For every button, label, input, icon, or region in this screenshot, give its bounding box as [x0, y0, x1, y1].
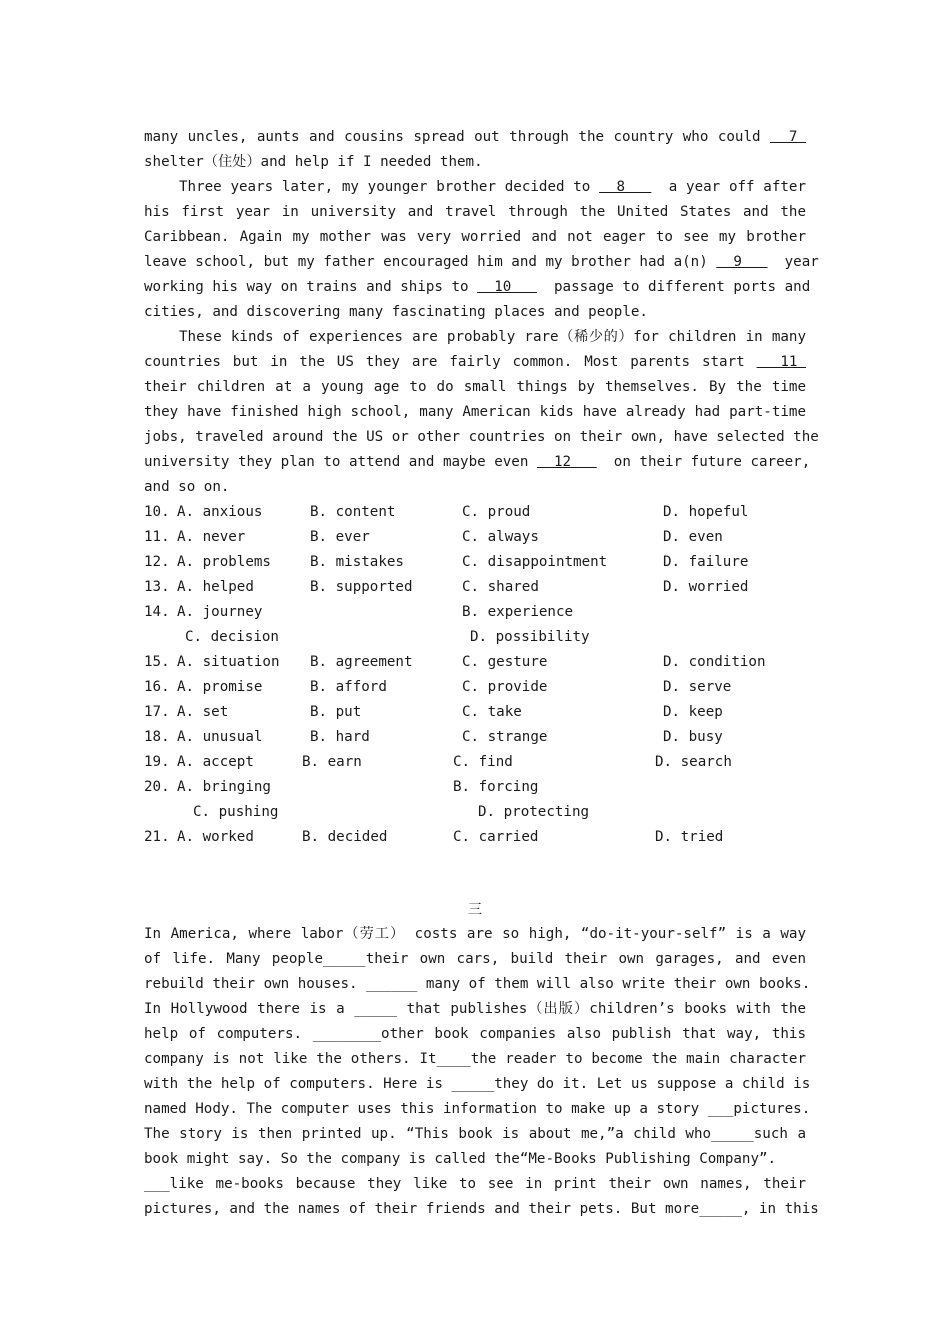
blank-9: 9: [716, 254, 768, 270]
passage-line: help of computers. ________other book companies also publish that way, this: [144, 1026, 806, 1042]
option-a: A. worked: [177, 829, 254, 845]
option-a: A. promise: [177, 679, 263, 695]
option-a: A. unusual: [177, 729, 263, 745]
option-a: A. anxious: [177, 504, 263, 520]
option-c: C. shared: [462, 579, 539, 595]
question-number: 13.: [144, 579, 170, 595]
option-b: B. mistakes: [310, 554, 404, 570]
section-heading: 三: [467, 902, 483, 918]
option-a: A. journey: [177, 604, 263, 620]
option-c: C. carried: [453, 829, 539, 845]
option-b: B. content: [310, 504, 396, 520]
passage-line: pictures, and the names of their friends and their pets. But more_____, in this: [144, 1201, 819, 1217]
passage-line: The story is then printed up. “This book is about me,”a child who_____such a: [144, 1126, 806, 1142]
question-number: 10.: [144, 504, 170, 520]
passage-line: of life. Many people_____their own cars, build their own garages, and even: [144, 951, 806, 967]
question-number: 15.: [144, 654, 170, 670]
option-b: B. supported: [310, 579, 413, 595]
option-c: C. always: [462, 529, 539, 545]
option-a: A. helped: [177, 579, 254, 595]
option-d: D. keep: [663, 704, 723, 720]
option-c: C. gesture: [462, 654, 548, 670]
passage-line: book might say. So the company is called the“Me-Books Publishing Company”.: [144, 1151, 777, 1167]
option-d: D. hopeful: [663, 504, 749, 520]
option-d: D. tried: [655, 829, 724, 845]
passage-line: shelter（住处）and help if I needed them.: [144, 154, 483, 170]
option-a: A. never: [177, 529, 246, 545]
passage-line: In America, where labor（劳工） costs are so high, “do-it-your-self” is a way: [144, 926, 806, 942]
passage-line: In Hollywood there is a _____ that publishes（出版）children’s books with the: [144, 1001, 806, 1017]
passage-line: jobs, traveled around the US or other countries on their own, have selected the: [144, 429, 819, 445]
option-c: C. pushing: [193, 804, 279, 820]
question-number: 12.: [144, 554, 170, 570]
blank-8: 8: [599, 179, 652, 195]
passage-line: university they plan to attend and maybe even 12 on their future career,: [144, 454, 811, 470]
passage-line: Caribbean. Again my mother was very worried and not eager to see my brother: [144, 229, 806, 245]
question-number: 18.: [144, 729, 170, 745]
blank-10: 10: [477, 279, 537, 295]
passage-line: they have finished high school, many American kids have already had part-time: [144, 404, 806, 420]
passage-line: countries but in the US they are fairly common. Most parents start 11: [144, 354, 806, 370]
passage-line: company is not like the others. It____the reader to become the main character: [144, 1051, 806, 1067]
option-d: D. failure: [663, 554, 749, 570]
option-a: A. bringing: [177, 779, 271, 795]
passage-line: These kinds of experiences are probably rare（稀少的）for children in many: [179, 329, 806, 345]
passage-line: with the help of computers. Here is _____they do it. Let us suppose a child is: [144, 1076, 811, 1092]
option-b: B. forcing: [453, 779, 539, 795]
question-number: 14.: [144, 604, 170, 620]
option-a: A. accept: [177, 754, 254, 770]
option-a: A. set: [177, 704, 229, 720]
option-a: A. problems: [177, 554, 271, 570]
option-d: D. search: [655, 754, 732, 770]
option-b: B. decided: [302, 829, 388, 845]
question-number: 21.: [144, 829, 170, 845]
option-b: B. earn: [302, 754, 362, 770]
option-d: D. condition: [663, 654, 766, 670]
option-b: B. hard: [310, 729, 370, 745]
question-number: 16.: [144, 679, 170, 695]
option-c: C. strange: [462, 729, 548, 745]
option-b: B. ever: [310, 529, 370, 545]
option-d: D. possibility: [470, 629, 590, 645]
option-b: B. put: [310, 704, 362, 720]
option-b: B. agreement: [310, 654, 413, 670]
option-d: D. even: [663, 529, 723, 545]
passage-line: ___like me-books because they like to see in print their own names, their: [144, 1176, 806, 1192]
passage-line: many uncles, aunts and cousins spread out through the country who could 7: [144, 129, 806, 145]
option-d: D. protecting: [478, 804, 590, 820]
question-number: 20.: [144, 779, 170, 795]
blank-11: 11: [756, 354, 806, 370]
blank-12: 12: [536, 454, 597, 470]
passage-line: working his way on trains and ships to 10 passage to different ports and: [144, 279, 811, 295]
passage-line: leave school, but my father encouraged him and my brother had a(n) 9 year: [144, 254, 819, 270]
passage-line: Three years later, my younger brother decided to 8 a year off after: [179, 179, 807, 195]
option-d: D. busy: [663, 729, 723, 745]
passage-line: and so on.: [144, 479, 230, 495]
passage-line: cities, and discovering many fascinating places and people.: [144, 304, 648, 320]
passage-line: his first year in university and travel through the United States and the: [144, 204, 806, 220]
option-c: C. provide: [462, 679, 548, 695]
option-c: C. proud: [462, 504, 531, 520]
option-a: A. situation: [177, 654, 280, 670]
question-number: 19.: [144, 754, 170, 770]
option-b: B. experience: [462, 604, 574, 620]
passage-line: named Hody. The computer uses this information to make up a story ___pictures.: [144, 1101, 811, 1117]
blank-7: 7: [770, 129, 806, 145]
option-c: C. disappointment: [462, 554, 608, 570]
option-c: C. find: [453, 754, 513, 770]
option-d: D. worried: [663, 579, 749, 595]
option-d: D. serve: [663, 679, 732, 695]
question-number: 17.: [144, 704, 170, 720]
option-c: C. decision: [185, 629, 279, 645]
question-number: 11.: [144, 529, 170, 545]
passage-line: their children at a young age to do small things by themselves. By the time: [144, 379, 806, 395]
option-c: C. take: [462, 704, 522, 720]
option-b: B. afford: [310, 679, 387, 695]
passage-line: rebuild their own houses. ______ many of them will also write their own books.: [144, 976, 811, 992]
